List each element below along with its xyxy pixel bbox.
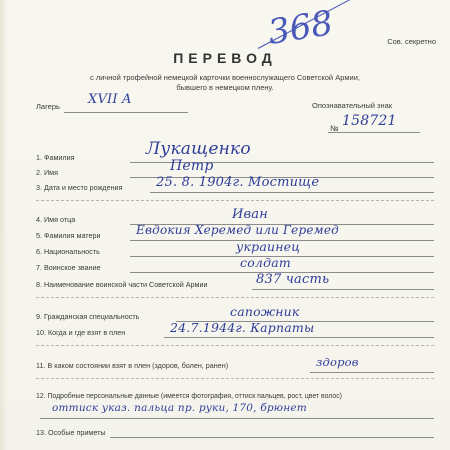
tag-value: 158721 xyxy=(342,113,397,129)
field-rule xyxy=(110,437,434,438)
field-label: 11. В каком состоянии взят в плен (здоров, болен, ранен) xyxy=(36,361,229,370)
field-value: Лукащенко xyxy=(146,139,251,159)
field-capture-date-place xyxy=(0,320,450,340)
field-rule xyxy=(40,418,434,419)
field-value: Евдокия Херемед или Геремед xyxy=(136,223,339,237)
field-rule xyxy=(164,337,434,338)
field-value: здоров xyxy=(316,355,359,369)
camp-label: Лагерь xyxy=(36,102,60,111)
field-special-marks xyxy=(0,426,450,440)
field-value: солдат xyxy=(240,255,291,270)
field-mother-surname xyxy=(0,223,450,243)
tag-rule xyxy=(328,132,420,133)
field-label: 1. Фамилия xyxy=(36,153,75,162)
field-label: 13. Особые приметы xyxy=(36,428,106,437)
field-capture-condition xyxy=(0,355,450,373)
field-value: сапожник xyxy=(230,304,300,319)
section-separator xyxy=(36,345,434,346)
personal-details-value: оттиск указ. пальца пр. руки, 170, брюнет xyxy=(52,402,307,414)
field-value: 24.7.1944г. Карпаты xyxy=(170,320,315,335)
field-value: Иван xyxy=(232,207,269,222)
field-surname xyxy=(0,139,450,165)
field-value: 25. 8. 1904г. Мостище xyxy=(156,175,320,190)
field-value: Петр xyxy=(170,158,214,174)
field-label: 2. Имя xyxy=(36,168,58,177)
camp-value: XVII A xyxy=(88,92,132,107)
field-label: 5. Фамилия матери xyxy=(36,231,101,240)
secrecy-label: Сов. секретно xyxy=(387,37,436,46)
field-label: 9. Гражданская специальность xyxy=(36,312,140,321)
tag-label: Опознавательный знак xyxy=(312,101,393,110)
camp-rule xyxy=(64,112,188,113)
field-label: 4. Имя отца xyxy=(36,215,76,224)
field-label: 10. Когда и где взят в плен xyxy=(36,328,126,337)
field-military-unit xyxy=(0,272,450,292)
field-nationality xyxy=(0,239,450,259)
field-label: 3. Дата и место рождения xyxy=(36,183,123,192)
field-rule xyxy=(150,192,434,193)
subtitle-line-1: с личной трофейной немецкой карточки военнослужащего Советской Армии, xyxy=(89,73,361,82)
tag-number-sign: № xyxy=(330,124,339,133)
field-value: 837 часть xyxy=(256,272,330,287)
document-subtitle xyxy=(0,73,450,93)
subtitle-line-2: бывшего в немецком плену. xyxy=(176,83,274,92)
field-rule xyxy=(252,289,434,290)
section-separator xyxy=(36,200,434,201)
field-label: 8. Наименование воинской части Советской Армии xyxy=(36,280,208,289)
handwritten-registration-number: 368 xyxy=(265,3,336,53)
field-value: украинец xyxy=(236,239,301,254)
field-rule xyxy=(310,372,434,373)
field-label: 12. Подробные персональные данные (имеется фотография, оттиск пальцев, рост, цвет волос) xyxy=(36,393,342,400)
field-birth-date-place xyxy=(0,175,450,195)
section-separator xyxy=(36,378,434,379)
field-label: 7. Воинское звание xyxy=(36,263,101,272)
section-separator xyxy=(36,297,434,298)
document-title: ПЕРЕВОД xyxy=(173,50,277,66)
field-military-rank xyxy=(0,255,450,275)
field-label: 6. Национальность xyxy=(36,247,100,256)
